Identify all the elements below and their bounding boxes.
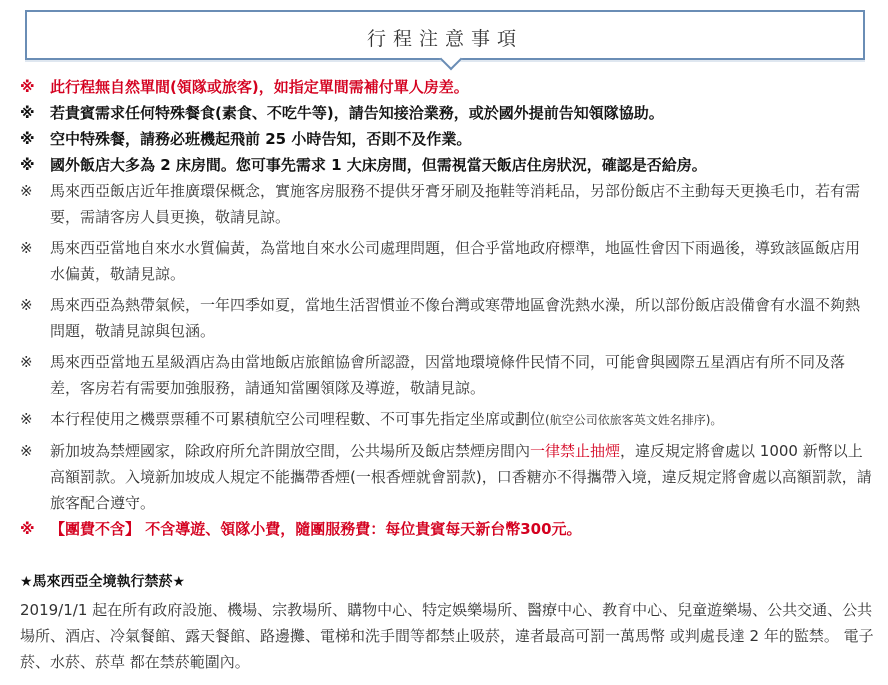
note-water-temperature <box>20 292 872 344</box>
note-mark: ※ <box>20 156 35 174</box>
note-hotel-rating <box>20 349 872 401</box>
smoking-ban-title: ★馬來西亞全境執行禁菸★ <box>20 574 186 590</box>
note-eco-hotel <box>20 178 872 230</box>
note-text: 【團費不含】 不含導遊、領隊小費，隨團服務費：每位貴賓每天新台幣300元。 <box>50 520 582 538</box>
note-tour-fee-excluded <box>20 516 872 542</box>
note-mark: ※ <box>20 78 35 96</box>
note-text: 馬來西亞當地五星級酒店為由當地飯店旅館協會所認證，因當地環境條件民情不同，可能會與國際五星酒店有所不同及落差，客房若有需要加強服務，請通知當團領隊及導遊，敬請見諒。 <box>50 353 846 397</box>
note-airline-meal <box>20 126 872 152</box>
notes-list <box>20 74 872 542</box>
note-text-after: ，違反規定將會處以 1000 新幣以上高額罰款。入境新加坡成人規定不能攜帶香煙(一根香煙就會罰款)，口香糖亦不得攜帶入境，違反規定將會處以高額罰款，請旅客配合遵守。 <box>50 442 872 512</box>
note-mark: ※ <box>20 410 33 428</box>
note-mark: ※ <box>20 296 33 314</box>
note-text: 空中特殊餐，請務必班機起飛前 25 小時告知，否則不及作業。 <box>50 130 472 148</box>
note-twin-room <box>20 152 872 178</box>
note-text: 國外飯店大多為 2 床房間。您可事先需求 1 大床房間，但需視當天飯店住房狀況，確認是否給房。 <box>50 156 707 174</box>
note-text: 若貴賓需求任何特殊餐食(素食、不吃牛等)，請告知接洽業務，或於國外提前告知領隊協助。 <box>50 104 664 122</box>
note-special-meal <box>20 100 872 126</box>
note-text-small: (航空公司依旅客英文姓名排序)。 <box>545 413 723 427</box>
note-text-highlight: 一律禁止抽煙 <box>530 442 621 460</box>
note-mark: ※ <box>20 353 33 371</box>
note-mark: ※ <box>20 130 35 148</box>
note-mark: ※ <box>20 104 35 122</box>
note-water-quality <box>20 235 872 287</box>
note-text: 馬來西亞當地自來水水質偏黃，為當地自來水公司處理問題，但合乎當地政府標準，地區性會因下雨過後，導致該區飯店用水偏黃，敬請見諒。 <box>50 239 861 283</box>
note-mark: ※ <box>20 442 33 460</box>
note-mark: ※ <box>20 182 33 200</box>
note-mark: ※ <box>20 520 35 538</box>
header-box <box>25 10 865 60</box>
note-text: 此行程無自然單間(領隊或旅客)，如指定單間需補付單人房差。 <box>50 78 469 96</box>
page-title: 行程注意事項 <box>366 28 523 50</box>
note-singapore-smoking <box>20 438 872 516</box>
note-text: 新加坡為禁煙國家，除政府所允許開放空間，公共場所及飯店禁煙房間內 <box>50 442 531 460</box>
note-text: 馬來西亞為熱帶氣候，一年四季如夏，當地生活習慣並不像台灣或寒帶地區會洗熱水澡，所以部份飯店設備會有水溫不夠熱問題，敬請見諒與包涵。 <box>50 296 861 340</box>
note-text: 馬來西亞飯店近年推廣環保概念，實施客房服務不提供牙膏牙刷及拖鞋等消耗品，另部份飯店不主動每天更換毛巾，若有需要，需請客房人員更換，敬請見諒。 <box>50 182 861 226</box>
note-text: 本行程使用之機票票種不可累積航空公司哩程數、不可事先指定坐席或劃位 <box>50 410 546 428</box>
note-mark: ※ <box>20 239 33 257</box>
note-single-room <box>20 74 872 100</box>
note-ticket-rules <box>20 406 872 433</box>
smoking-ban-text: 2019/1/1 起在所有政府設施、機場、宗教場所、購物中心、特定娛樂場所、醫療中心、教育中心、兒童遊樂場、公共交通、公共場所、酒店、冷氣餐館、露天餐館、路邊攤、電梯和洗手間等都禁止吸菸，違者最高可罰一萬馬幣 或判處長達 2 年的監禁。 電子菸、水菸、菸草 都在禁菸範圍內。 <box>20 601 874 671</box>
